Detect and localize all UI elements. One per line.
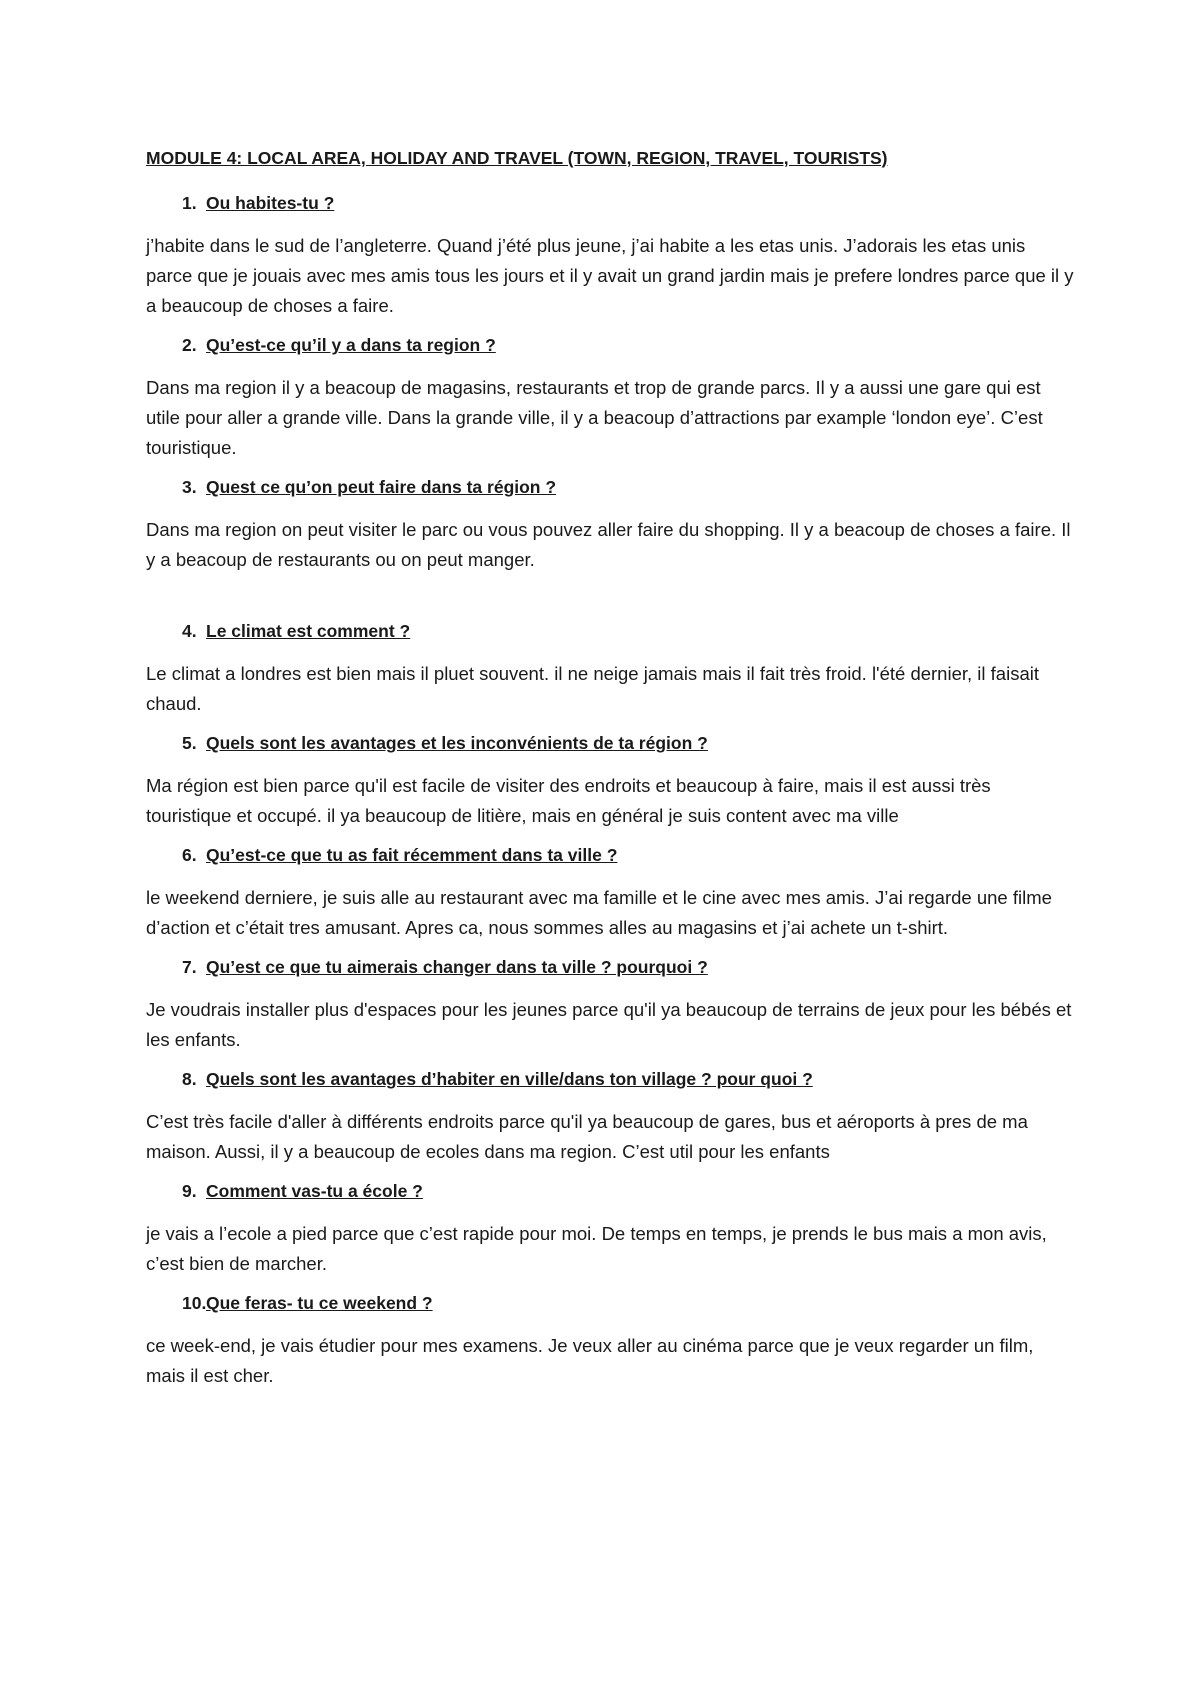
answer-2: Dans ma region il y a beacoup de magasins, restaurants et trop de grande parcs. Il y a aussi une gare qui est utile pour aller a grande ville. Dans la grande ville, il y a beacoup d’attractions par example ‘london eye’. C’est touristique. [146, 377, 1043, 458]
question-number: 10. [182, 1293, 207, 1313]
qa-item-4 [146, 619, 1076, 719]
question-8 [146, 1067, 1076, 1091]
qa-item-2 [146, 333, 1076, 463]
question-text: Le climat est comment ? [206, 621, 411, 641]
document-page [146, 146, 1076, 1403]
question-text: Qu’est ce que tu aimerais changer dans ta ville ? pourquoi ? [206, 957, 708, 977]
qa-item-3 [146, 475, 1076, 575]
answer-1: j’habite dans le sud de l’angleterre. Quand j’été plus jeune, j’ai habite a les etas unis. J’adorais les etas unis parce que je jouais avec mes amis tous les jours et il y avait un grand jardin mais je prefere londres parce que il y a beaucoup de choses a faire. [146, 235, 1074, 316]
question-number: 3. [182, 477, 197, 497]
qa-item-10 [146, 1291, 1076, 1391]
question-text: Ou habites-tu ? [206, 193, 335, 213]
answer-3: Dans ma region on peut visiter le parc ou vous pouvez aller faire du shopping. Il y a beacoup de choses a faire. Il y a beacoup de restaurants ou on peut manger. [146, 519, 1071, 570]
question-number: 1. [182, 193, 197, 213]
question-9 [146, 1179, 1076, 1203]
question-text: Qu’est-ce que tu as fait récemment dans ta ville ? [206, 845, 618, 865]
answer-9: je vais a l’ecole a pied parce que c’est rapide pour moi. De temps en temps, je prends le bus mais a mon avis, c’est bien de marcher. [146, 1223, 1047, 1274]
question-7 [146, 955, 1076, 979]
question-2 [146, 333, 1076, 357]
question-text: Comment vas-tu a école ? [206, 1181, 423, 1201]
question-text: Que feras- tu ce weekend ? [206, 1293, 433, 1313]
answer-4: Le climat a londres est bien mais il pluet souvent. il ne neige jamais mais il fait très froid. l'été dernier, il faisait chaud. [146, 663, 1039, 714]
qa-item-5 [146, 731, 1076, 831]
question-number: 5. [182, 733, 197, 753]
question-text: Quest ce qu’on peut faire dans ta région ? [206, 477, 557, 497]
question-1 [146, 191, 1076, 215]
qa-item-8 [146, 1067, 1076, 1167]
question-number: 9. [182, 1181, 197, 1201]
question-6 [146, 843, 1076, 867]
question-10 [146, 1291, 1076, 1315]
question-number: 7. [182, 957, 197, 977]
question-number: 2. [182, 335, 197, 355]
question-4 [146, 619, 1076, 643]
answer-8: C’est très facile d'aller à différents endroits parce qu'il ya beaucoup de gares, bus et aéroports à pres de ma maison. Aussi, il y a beaucoup de ecoles dans ma region. C’est util pour les enfants [146, 1111, 1028, 1162]
question-5 [146, 731, 1076, 755]
qa-item-1 [146, 191, 1076, 321]
answer-5: Ma région est bien parce qu'il est facile de visiter des endroits et beaucoup à faire, mais il est aussi très touristique et occupé. il ya beaucoup de litière, mais en général je suis content avec ma ville [146, 775, 991, 826]
answer-6: le weekend derniere, je suis alle au restaurant avec ma famille et le cine avec mes amis. J’ai regarde une filme d’action et c’était tres amusant. Apres ca, nous sommes alles au magasins et j’ai achete un t-shirt. [146, 887, 1052, 938]
question-text: Quels sont les avantages et les inconvénients de ta région ? [206, 733, 708, 753]
answer-10: ce week-end, je vais étudier pour mes examens. Je veux aller au cinéma parce que je veux regarder un film, mais il est cher. [146, 1335, 1034, 1386]
document-title: MODULE 4: LOCAL AREA, HOLIDAY AND TRAVEL (TOWN, REGION, TRAVEL, TOURISTS) [146, 148, 888, 168]
qa-item-9 [146, 1179, 1076, 1279]
qa-item-7 [146, 955, 1076, 1055]
question-number: 4. [182, 621, 197, 641]
question-3 [146, 475, 1076, 499]
question-text: Quels sont les avantages d’habiter en ville/dans ton village ? pour quoi ? [206, 1069, 813, 1089]
question-number: 6. [182, 845, 197, 865]
question-number: 8. [182, 1069, 197, 1089]
answer-7: Je voudrais installer plus d'espaces pour les jeunes parce qu'il ya beaucoup de terrains de jeux pour les bébés et les enfants. [146, 999, 1072, 1050]
question-text: Qu’est-ce qu’il y a dans ta region ? [206, 335, 496, 355]
qa-item-6 [146, 843, 1076, 943]
